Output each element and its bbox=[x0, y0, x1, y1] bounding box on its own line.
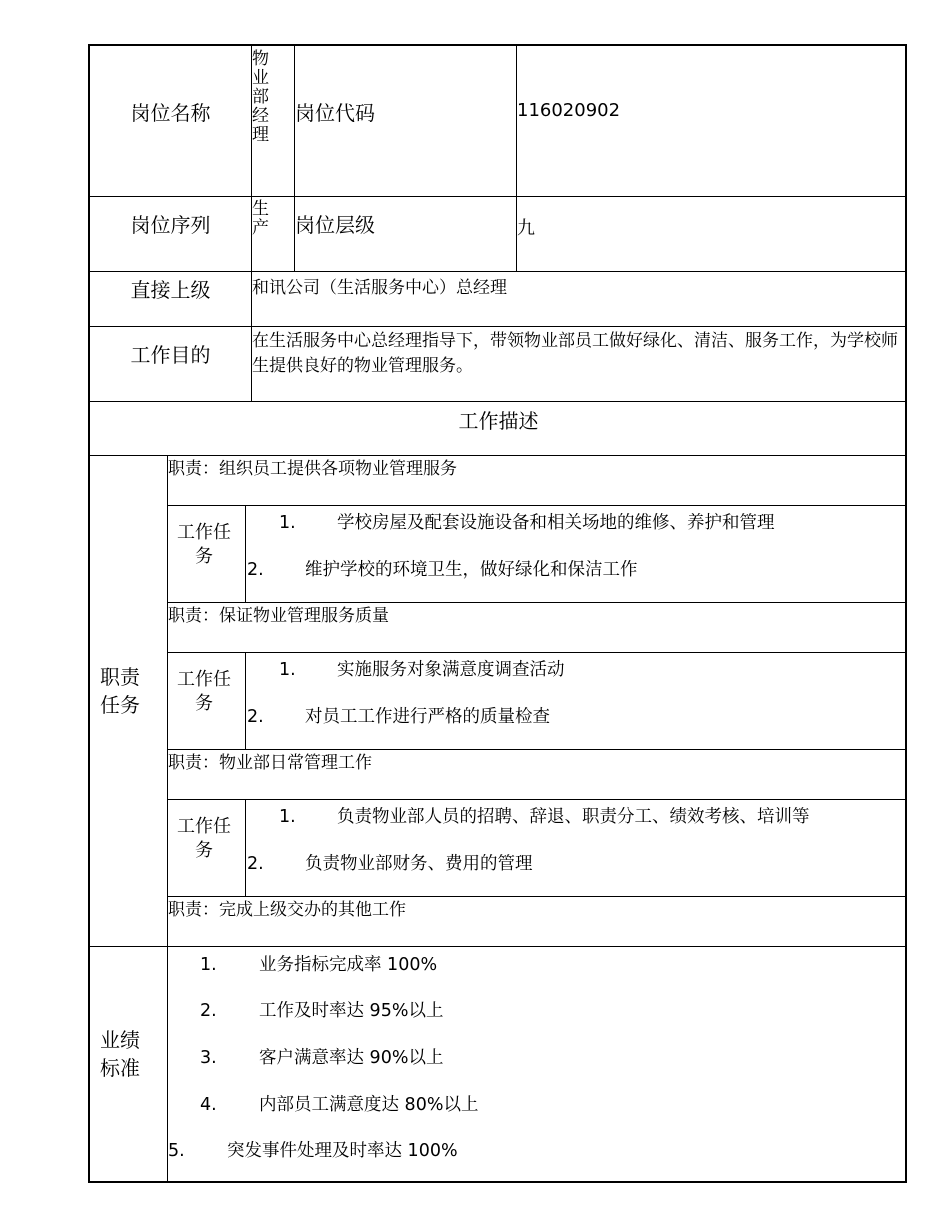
superior-label: 直接上级 bbox=[130, 278, 211, 302]
purpose-label: 工作目的 bbox=[130, 343, 211, 367]
task-item: 1. 负责物业部人员的招聘、辞退、职责分工、绩效考核、培训等 bbox=[279, 807, 810, 827]
performance-item: 2. 工作及时率达 95%以上 bbox=[200, 1001, 444, 1021]
purpose-value: 在生活服务中心总经理指导下，带领物业部员工做好绿化、清洁、服务工作，为学校师生提供良好的物业管理服务。 bbox=[252, 331, 898, 376]
row-divider bbox=[167, 749, 907, 750]
task-item: 1. 学校房屋及配套设施设备和相关场地的维修、养护和管理 bbox=[279, 513, 775, 533]
description-title: 工作描述 bbox=[458, 408, 539, 433]
job-description-table bbox=[88, 44, 907, 1183]
duty-title: 职责：物业部日常管理工作 bbox=[168, 753, 372, 773]
performance-item: 1. 业务指标完成率 100% bbox=[200, 955, 438, 975]
task-item: 2. 负责物业部财务、费用的管理 bbox=[247, 854, 533, 874]
position-code-value: 116020902 bbox=[517, 100, 621, 121]
row-divider bbox=[167, 799, 907, 800]
col-divider bbox=[167, 455, 168, 1183]
duty-title: 职责：组织员工提供各项物业管理服务 bbox=[168, 459, 457, 479]
row-divider bbox=[167, 652, 907, 653]
performance-item: 5. 突发事件处理及时率达 100% bbox=[168, 1141, 458, 1161]
task-item: 2. 维护学校的环境卫生，做好绿化和保洁工作 bbox=[247, 560, 638, 580]
performance-item: 3. 客户满意率达 90%以上 bbox=[200, 1048, 444, 1068]
sequence-label: 岗位序列 bbox=[130, 213, 211, 237]
position-name-value: 物业部经理 bbox=[252, 49, 269, 145]
col-divider bbox=[245, 505, 246, 602]
performance-item: 4. 内部员工满意度达 80%以上 bbox=[200, 1095, 479, 1115]
task-label: 工作任务 bbox=[177, 816, 231, 861]
row-divider bbox=[167, 505, 907, 506]
task-label: 工作任务 bbox=[177, 669, 231, 714]
level-label: 岗位层级 bbox=[295, 213, 375, 237]
performance-section-label: 业绩标准 bbox=[100, 1028, 140, 1080]
col-divider bbox=[245, 652, 246, 749]
position-name-label: 岗位名称 bbox=[130, 100, 211, 125]
level-value: 九 bbox=[517, 218, 535, 239]
row-divider bbox=[167, 896, 907, 897]
row-divider bbox=[90, 946, 907, 947]
duty-title: 职责：保证物业管理服务质量 bbox=[168, 606, 389, 626]
task-item: 1. 实施服务对象满意度调查活动 bbox=[279, 660, 565, 680]
position-code-label: 岗位代码 bbox=[295, 100, 375, 125]
superior-value: 和讯公司（生活服务中心）总经理 bbox=[252, 278, 507, 298]
col-divider bbox=[245, 799, 246, 896]
task-item: 2. 对员工工作进行严格的质量检查 bbox=[247, 707, 550, 727]
row-divider bbox=[90, 455, 907, 456]
task-label: 工作任务 bbox=[177, 522, 231, 567]
duty-title: 职责：完成上级交办的其他工作 bbox=[168, 900, 406, 920]
duties-section-label: 职责任务 bbox=[100, 665, 140, 717]
row-divider bbox=[167, 602, 907, 603]
sequence-value: 生产 bbox=[252, 199, 269, 238]
